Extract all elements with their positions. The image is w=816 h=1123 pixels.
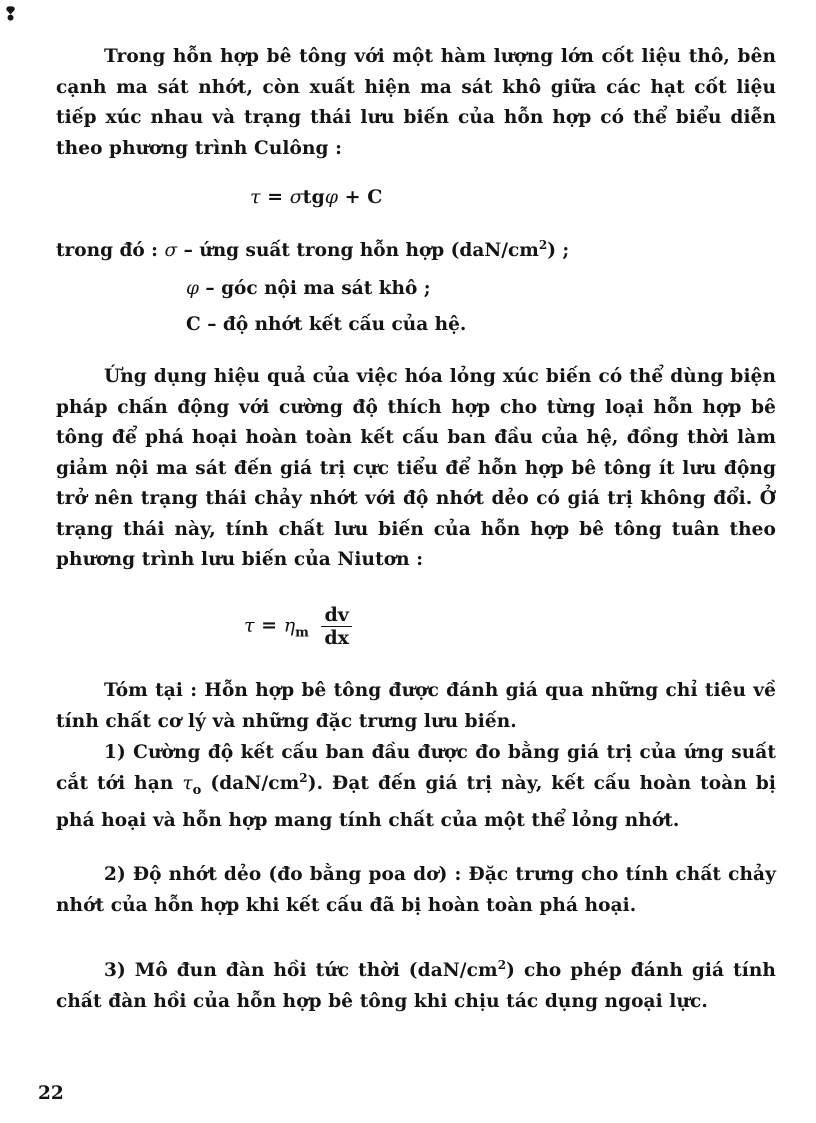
definition-c: [186, 314, 466, 335]
definition-sigma-sup: 2: [538, 238, 548, 252]
definition-phi-symbol: φ: [186, 278, 199, 299]
list-item-2: 2) Độ nhớt dẻo (đo bằng poa dơ) : Đặc trưng cho tính chất chảy nhớt của hỗn hợp khi kết cấu đã bị hoàn toàn phá hoại.: [56, 864, 776, 916]
list-item-3: [56, 956, 776, 1017]
definition-sigma-text: – ứng suất trong hỗn hợp (daN/cm: [183, 240, 539, 261]
definition-sigma: [56, 240, 569, 261]
corner-mark: ❢: [3, 4, 19, 25]
formula-sigma: σ: [289, 186, 303, 208]
formula-newton-equals: =: [261, 614, 278, 637]
formula-newton-eta-sub: m: [295, 625, 309, 641]
definition-c-text: – độ nhớt kết cấu của hệ.: [207, 314, 467, 335]
formula-equals: =: [267, 186, 284, 208]
list-item-1-text-c: ). Đạt đến giá trị này, kết cấu hoàn toàn bị phá hoại và hỗn hợp mang tính chất của một thể lỏng nhớt.: [56, 772, 776, 831]
definition-sigma-end: ) ;: [547, 240, 570, 261]
list-item-3-text-b: ) cho phép đánh giá tính chất đàn hồi của hỗn hợp bê tông khi chịu tác dụng ngoại lực.: [56, 960, 776, 1012]
paragraph-summary: Tóm tại : Hỗn hợp bê tông được đánh giá qua những chỉ tiêu về tính chất cơ lý và những đặc trưng lưu biến.: [56, 680, 776, 732]
formula-newton-eta: η: [283, 614, 296, 637]
formula-newton-tau: τ: [244, 614, 255, 637]
formula-tg: tg: [302, 186, 325, 208]
list-item-1-text-a: 1) Cường độ kết cấu ban đầu được đo bằng giá trị của ứng suất cắt tới hạn: [56, 742, 776, 794]
list-item-1: [56, 738, 776, 837]
definition-c-symbol: C: [186, 314, 201, 335]
paragraph-thixotropic: Ứng dụng hiệu quả của việc hóa lỏng xúc biến có thể dùng biện pháp chấn động với cường độ thích hợp cho từng loại hỗn hợp bê tông để phá hoại hoàn toàn kết cấu ban đầu của hệ, đồng thời làm giảm nội ma sát đến giá trị cực tiểu để hỗn hợp bê tông ít lưu động trở nên trạng thái chảy nhớt với độ nhớt dẻo có giá trị không đổi. Ở trạng thái này, tính chất lưu biến của hỗn hợp bê tông tuân theo phương trình lưu biến của Niutơn :: [56, 366, 776, 570]
fraction-denominator: dx: [324, 627, 349, 649]
formula-phi: φ: [324, 186, 339, 208]
formula-newton-fraction: [321, 604, 351, 649]
list-item-1-tau: τ: [182, 772, 193, 794]
formula-tau: τ: [250, 186, 261, 208]
list-item-1-tau-sub: o: [192, 782, 202, 798]
list-item-3-text-a: 3) Mô đun đàn hồi tức thời (daN/cm: [104, 960, 498, 981]
formula-c: C: [367, 186, 383, 208]
list-item-3-sup: 2: [497, 958, 507, 972]
page-number: 22: [38, 1083, 64, 1104]
list-item-1-text-b: (daN/cm: [210, 772, 300, 794]
formula-plus: +: [344, 186, 361, 208]
definition-intro: trong đó :: [56, 240, 159, 261]
fraction-numerator: dv: [321, 604, 351, 627]
definition-phi-text: – góc nội ma sát khô ;: [205, 278, 431, 299]
formula-culong: [250, 186, 382, 208]
formula-newton: [244, 604, 352, 649]
list-item-1-sup: 2: [299, 770, 308, 785]
paragraph-culong-intro: Trong hỗn hợp bê tông với một hàm lượng lớn cốt liệu thô, bên cạnh ma sát nhớt, còn xuất hiện ma sát khô giữa các hạt cốt liệu tiếp xúc nhau và trạng thái lưu biến của hỗn hợp có thể biểu diễn theo phương trình Culông :: [56, 46, 776, 159]
definition-sigma-symbol: σ: [164, 240, 178, 261]
definition-phi: [186, 278, 431, 299]
